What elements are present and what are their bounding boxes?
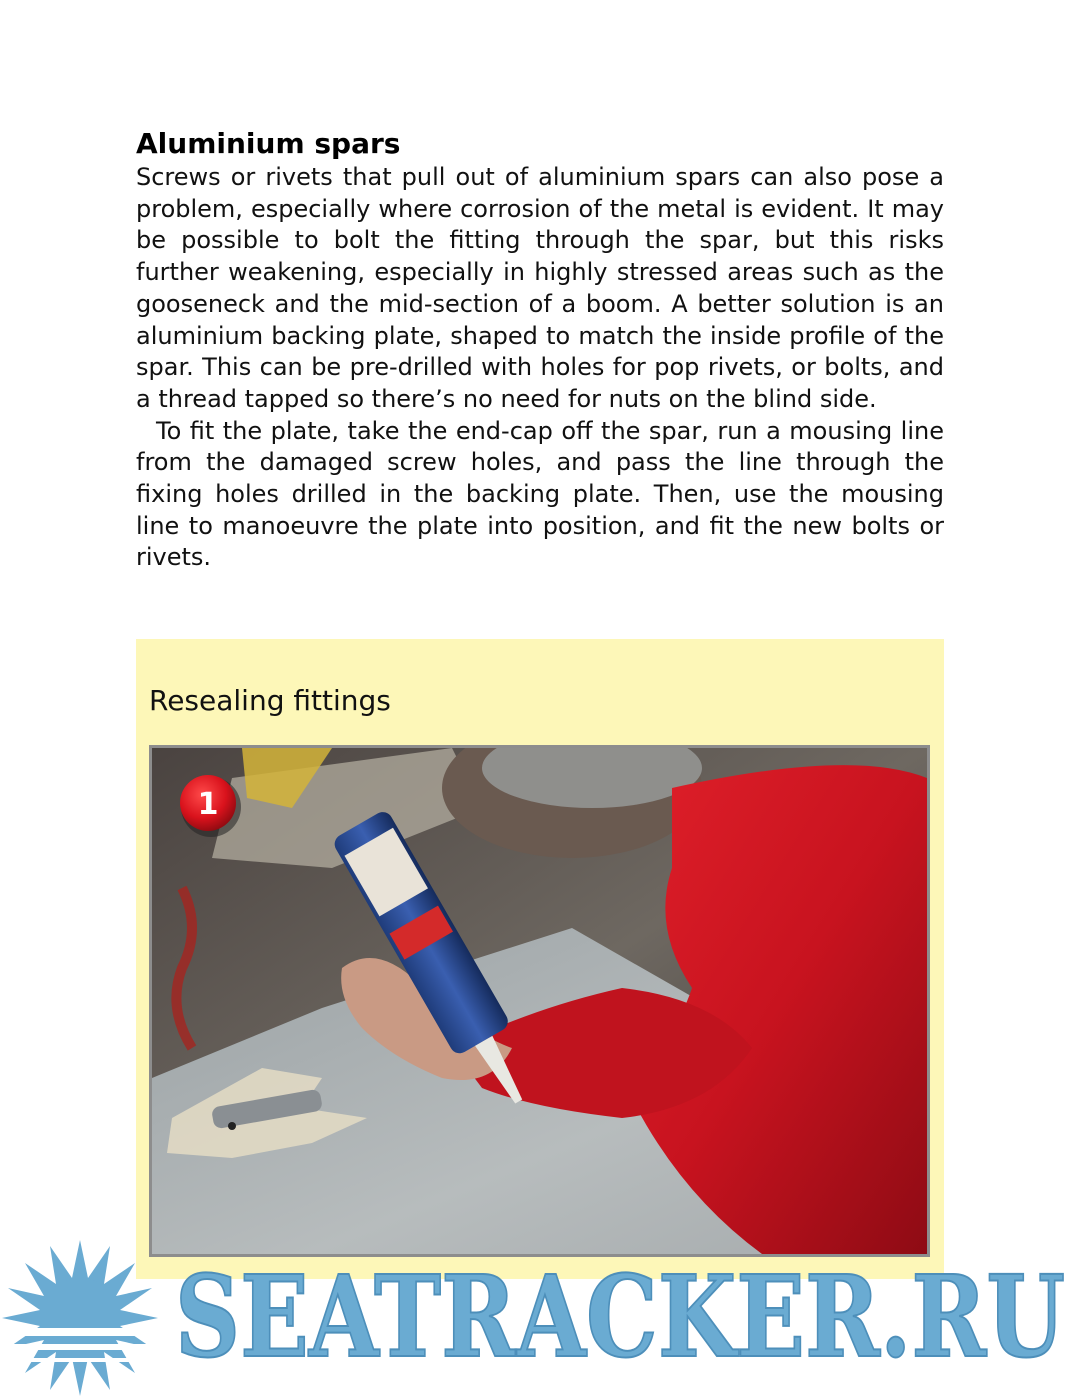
- body-paragraph-2: To fit the plate, take the end-cap off the spar, run a mousing line from the damaged screw holes, and pass the line through the fixing holes drilled in the backing plate. Then, use the mousing line to manoeuvre the plate into position, and fit the new bolts or rivets.: [136, 416, 944, 572]
- watermark: [0, 1238, 1080, 1397]
- article: [136, 126, 944, 574]
- body-paragraph-1: Screws or rivets that pull out of aluminium spars can also pose a problem, especially where corrosion of the metal is evident. It may be possible to bolt the fitting through the spar, but this risks further weakening, especially in highly stressed areas such as the gooseneck and the mid-section of a boom. A better solution is an aluminium backing plate, shaped to match the inside profile of the spar. This can be pre-drilled with holes for pop rivets, or bolts, and a thread tapped so there’s no need for nuts on the blind side.: [136, 163, 944, 413]
- photo-frame: [149, 745, 930, 1257]
- sealant-gun-photo: [152, 748, 927, 1254]
- sidebar-box: [136, 639, 944, 1279]
- step-badge-number: 1: [197, 787, 219, 822]
- sidebar-title: Resealing fittings: [149, 684, 391, 717]
- sun-icon: [0, 1240, 160, 1396]
- watermark-text: SEATRACKER.RU: [175, 1252, 1065, 1383]
- section-heading: Aluminium spars: [136, 127, 401, 160]
